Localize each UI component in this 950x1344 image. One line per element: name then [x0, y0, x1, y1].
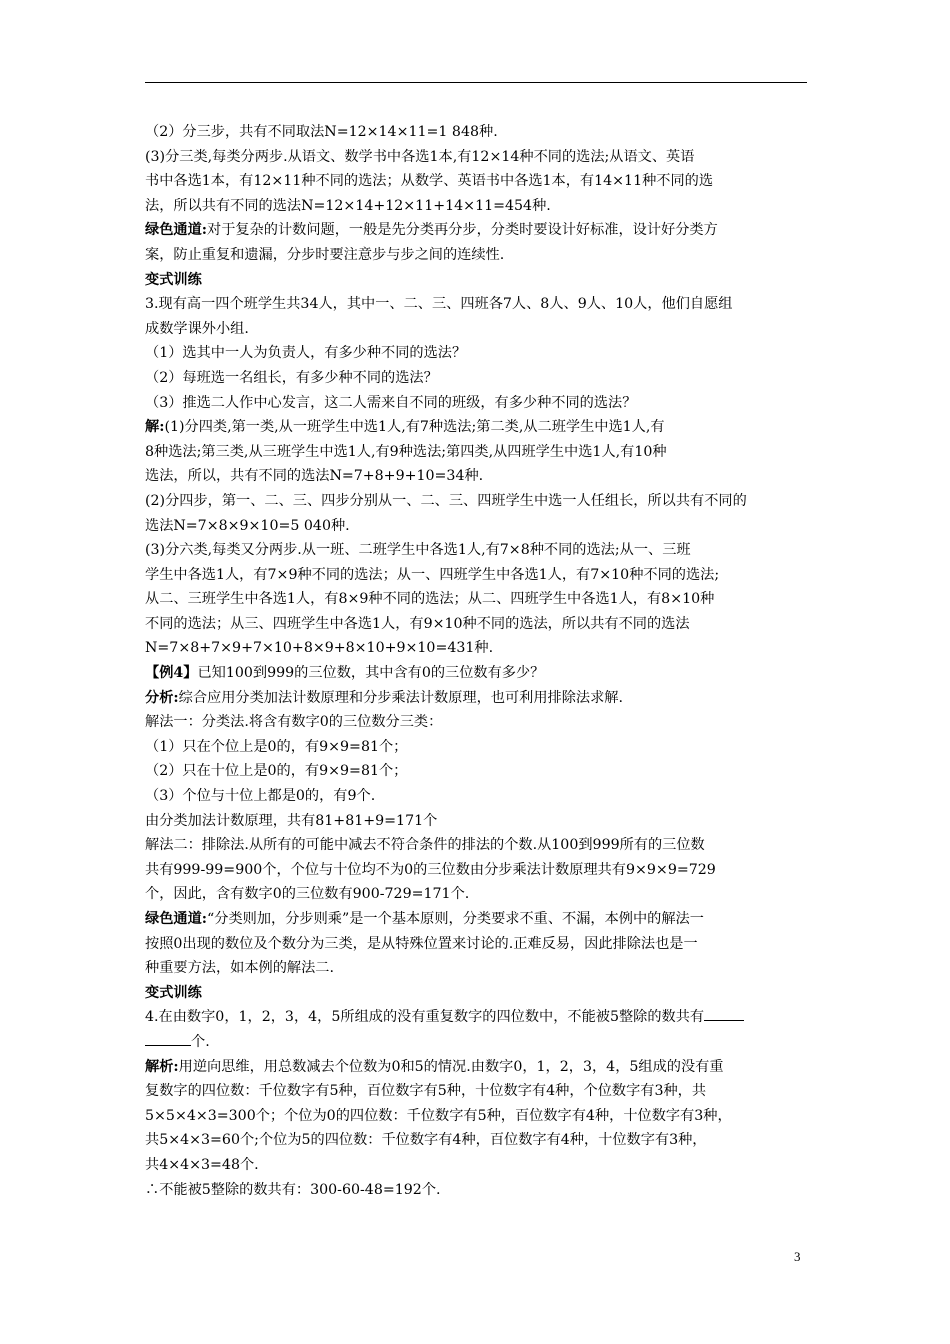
text-line	[145, 1005, 811, 1030]
line-text: 共4×4×3=48个.	[145, 1156, 259, 1173]
line-text: 3.现有高一四个班学生共34人，其中一、二、三、四班各7人、8人、9人、10人，他们自愿组	[145, 296, 733, 313]
text-line	[145, 243, 811, 268]
line-text: 按照0出现的数位及个数分为三类，是从特殊位置来讨论的.正难反易，因此排除法也是一	[145, 935, 698, 952]
line-text: “分类则加，分步则乘”是一个基本原则，分类要求不重、不漏，本例中的解法一	[207, 911, 704, 927]
text-line	[145, 735, 811, 760]
text-line	[145, 317, 811, 342]
text-line	[145, 809, 811, 834]
line-text: 学生中各选1人，有7×9种不同的选法；从一、四班学生中各选1人，有7×10种不同的选法;	[145, 566, 720, 583]
text-line	[145, 661, 811, 686]
text-line	[145, 538, 811, 563]
text-line	[145, 612, 811, 637]
answer-blank	[145, 1031, 191, 1046]
line-text: ∴不能被5整除的数共有：300-60-48=192个.	[145, 1181, 441, 1198]
text-line	[145, 440, 811, 465]
text-line	[145, 292, 811, 317]
line-text: 共5×4×3=60个;个位为5的四位数：千位数字有4种，百位数字有4种，十位数字有3种，	[145, 1132, 707, 1149]
bold-label: 解:	[145, 419, 165, 436]
line-text: 由分类加法计数原理，共有81+81+9=171个	[145, 812, 438, 829]
text-line	[145, 415, 811, 440]
text-line	[145, 1055, 811, 1080]
line-text: 共有999-99=900个，个位与十位均不为0的三位数由分步乘法计数原理共有9×9×9=729	[145, 861, 716, 878]
text-line	[145, 784, 811, 809]
bold-label: 解析:	[145, 1058, 179, 1075]
line-text: N=7×8+7×9+7×10+8×9+8×10+9×10=431种.	[145, 640, 494, 657]
bold-label: 变式训练	[145, 271, 202, 288]
line-text: 8种选法;第三类,从三班学生中选1人,有9种选法;第四类,从四班学生中选1人,有10种	[145, 443, 667, 460]
line-text: （3）推选二人作中心发言，这二人需来自不同的班级，有多少种不同的选法？	[145, 394, 637, 411]
text-line	[145, 1030, 811, 1055]
line-text: 对于复杂的计数问题，一般是先分类再分步，分类时要设计好标准，设计好分类方	[207, 222, 718, 239]
line-text: (3)分三类,每类分两步.从语文、数学书中各选1本,有12×14种不同的选法;从语文、英语	[145, 148, 695, 165]
text-line	[145, 218, 811, 243]
line-text: (1)分四类,第一类,从一班学生中选1人,有7种选法;第二类,从二班学生中选1人,有	[164, 419, 665, 436]
line-text: （2）分三步，共有不同取法N=12×14×11=1 848种.	[145, 124, 498, 140]
line-text: 种重要方法，如本例的解法二.	[145, 960, 334, 977]
line-text: 解法二：排除法.从所有的可能中减去不符合条件的排法的个数.从100到999所有的三位数	[145, 837, 705, 854]
text-line	[145, 981, 811, 1006]
bold-label: 变式训练	[145, 984, 202, 1001]
text-line	[145, 686, 811, 711]
bold-label: 分析:	[145, 689, 179, 706]
text-line	[145, 759, 811, 784]
line-text: （3）个位与十位上都是0的，有9个.	[145, 788, 376, 805]
line-text: （1）只在个位上是0的，有9×9=81个；	[145, 738, 408, 755]
text-line	[145, 1128, 811, 1153]
line-text: 书中各选1本，有12×11种不同的选法；从数学、英语书中各选1本，有14×11种不同的选	[145, 173, 714, 190]
line-text: 不同的选法；从三、四班学生中各选1人，有9×10种不同的选法，所以共有不同的选法	[145, 615, 690, 632]
text-line	[145, 194, 811, 219]
line-text: 综合应用分类加法计数原理和分步乘法计数原理，也可利用排除法求解.	[178, 689, 623, 706]
document-body	[145, 120, 811, 1202]
text-line	[145, 563, 811, 588]
line-text: (3)分六类,每类又分两步.从一班、二班学生中各选1人,有7×8种不同的选法;从一、三班	[145, 542, 691, 559]
line-text: （2）每班选一名组长，有多少种不同的选法？	[145, 369, 438, 386]
bold-label: 【例4】	[145, 665, 198, 682]
text-line	[145, 1079, 811, 1104]
text-line	[145, 366, 811, 391]
text-line	[145, 882, 811, 907]
text-line	[145, 907, 811, 932]
line-text: 解法一：分类法.将含有数字0的三位数分三类：	[145, 714, 443, 731]
text-line	[145, 1178, 811, 1203]
text-line	[145, 833, 811, 858]
line-text: 5×5×4×3=300个；个位为0的四位数：千位数字有5种，百位数字有4种，十位数字有3种，	[145, 1107, 732, 1124]
text-line	[145, 169, 811, 194]
line-text: 从二、三班学生中各选1人，有8×9种不同的选法；从二、四班学生中各选1人，有8×10种	[145, 591, 715, 608]
line-text: （1）选其中一人为负责人，有多少种不同的选法？	[145, 345, 467, 362]
text-line	[145, 341, 811, 366]
text-line	[145, 710, 811, 735]
text-line	[145, 514, 811, 539]
header-rule	[145, 82, 807, 83]
bold-label: 绿色通道:	[145, 222, 207, 239]
line-text: 复数字的四位数：千位数字有5种，百位数字有5种，十位数字有4种，个位数字有3种，共	[145, 1083, 707, 1100]
text-line	[145, 268, 811, 293]
line-text: 用逆向思维，用总数减去个位数为0和5的情况.由数字0，1，2，3，4，5组成的没有重	[178, 1058, 724, 1075]
line-text: 选法，所以，共有不同的选法N=7+8+9+10=34种.	[145, 468, 484, 485]
text-line	[145, 587, 811, 612]
line-text: 4.在由数字0，1，2，3，4，5所组成的没有重复数字的四位数中，不能被5整除的数共有	[145, 1009, 705, 1026]
text-line	[145, 1153, 811, 1178]
line-text: 个.	[191, 1033, 210, 1050]
line-text: 案，防止重复和遗漏，分步时要注意步与步之间的连续性.	[145, 246, 505, 263]
line-text: 成数学课外小组.	[145, 320, 249, 337]
line-text: （2）只在十位上是0的，有9×9=81个；	[145, 763, 408, 780]
text-line	[145, 464, 811, 489]
text-line	[145, 391, 811, 416]
text-line	[145, 636, 811, 661]
text-line	[145, 145, 811, 170]
text-line	[145, 489, 811, 514]
line-text: 法，所以共有不同的选法N=12×14+12×11+14×11=454种.	[145, 197, 551, 214]
answer-blank	[704, 1006, 744, 1021]
text-line	[145, 120, 811, 145]
text-line	[145, 956, 811, 981]
page-number: 3	[794, 1249, 801, 1264]
line-text: (2)分四步，第一、二、三、四步分别从一、二、三、四班学生中选一人任组长，所以共有不同的	[145, 492, 747, 509]
line-text: 选法N=7×8×9×10=5 040种.	[145, 517, 350, 534]
bold-label: 绿色通道:	[145, 911, 207, 927]
text-line	[145, 858, 811, 883]
line-text: 个，因此，含有数字0的三位数有900-729=171个.	[145, 886, 470, 903]
text-line	[145, 932, 811, 957]
line-text: 已知100到999的三位数，其中含有0的三位数有多少？	[197, 665, 545, 682]
text-line	[145, 1104, 811, 1129]
